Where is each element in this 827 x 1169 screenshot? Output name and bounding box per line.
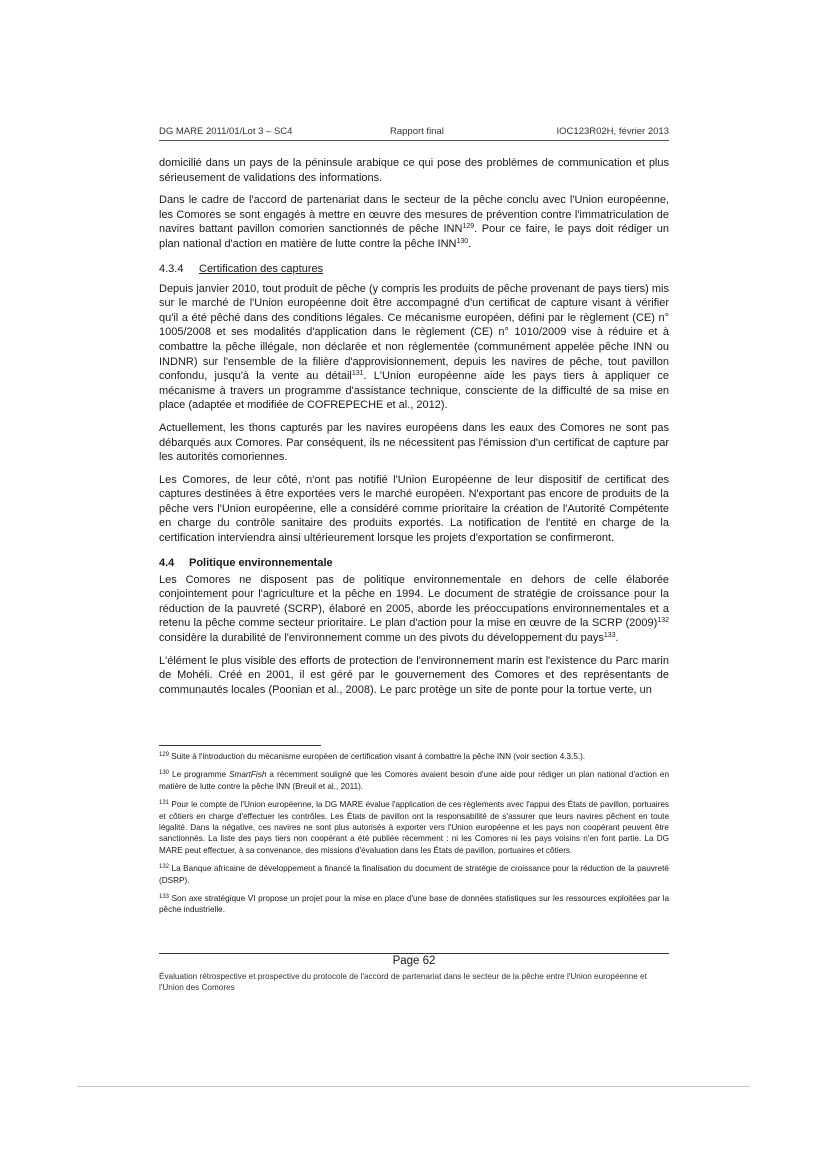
footnote-ref: 129	[462, 223, 475, 231]
paragraph: L'élément le plus visible des efforts de protection de l'environnement marin est l'existence du Parc marin de Mohéli. Créé en 2001, il est géré par le gouvernement des Comores et des représentants de communautés locales (Poonian et al., 2008). Le parc protège un site de ponte pour la tortue verte, un	[159, 654, 669, 696]
footnote: $^{132}$ La Banque africaine de développement a financé la finalisation du document de stratégie de croissance pour la réduction de la pauvreté (DSRP).	[159, 864, 669, 885]
page-bottom-divider	[77, 1086, 750, 1087]
footnote: $^{131}$ Pour le compte de l'Union européenne, la DG MARE évalue l'application de ces règlements avec l'appui des États de pavillon, portuaires et côtiers en charge d'effectuer les contrôles. Les États de pavillon ont la responsabilité de s'assurer que leurs navires pêchent en toute légalité. Dans la négative, ces navires ne sont plus autorisés à exporter vers l'Union européenne et les pays non coopérant peuvent être sanctionnés. La liste des pays tiers non coopérant a été publiée récemment : ni les Comores ni les pays voisins n'en font partie. La DG MARE peut effectuer, à sa convenance, des missions d'évaluation dans les États de pavillon, portuaires et côtiers.	[159, 800, 669, 855]
page-header	[159, 126, 669, 141]
header-reference: DG MARE 2011/01/Lot 3 – SC4	[159, 126, 293, 137]
footnote-ref: 132	[657, 617, 669, 625]
footer-separator	[159, 953, 669, 954]
paragraph: domicilié dans un pays de la péninsule arabique ce qui pose des problèmes de communication et plus sérieusement de validations des informations.	[159, 157, 669, 184]
section-title: Politique environnementale	[189, 556, 333, 569]
section-heading-4-3-4	[159, 262, 669, 276]
footnote: $^{129}$ Suite à l'introduction du mécanisme européen de certification visant à combattre la pêche INN (voir section 4.3.5.).	[159, 752, 586, 761]
header-report-type: Rapport final	[390, 126, 444, 137]
header-code-date: IOC123R02H, février 2013	[556, 126, 669, 137]
section-heading-4-4	[159, 556, 669, 570]
section-number: 4.3.4	[159, 262, 184, 275]
paragraph: Depuis janvier 2010, tout produit de pêche (y compris les produits de pêche provenant de pays tiers) mis sur le marché de l'Union européenne doit être accompagné d'un certificat de capture visant à vérifier qu'il a été pêché dans des conditions légales. Ce mécanisme européen, défini par le règlement (CE) n° 1005/2008 et ses modalités d'application dans le règlement (CE) n° 1010/2009 vise à réduire et à combattre la pêche illégale, non déclarée et non réglementée (communément appelée pêche INN ou INDNR) sur l'ensemble de la filière d'approvisionnement, depuis les navires de pêche, tout pavillon confondu, jusqu'à la vente au détail$^{131}$. L'Union européenne aide les pays tiers à appliquer ce mécanisme à travers un programme d'assistance technique, consciente de la difficulté de sa mise en place (adaptée et modifiée de COFREPECHE et al., 2012).	[159, 282, 669, 412]
paragraph: Dans le cadre de l'accord de partenariat dans le secteur de la pêche conclu avec l'Union européenne, les Comores se sont engagés à mettre en œuvre des mesures de prévention contre l'immatriculation de navires battant pavillon comorien sanctionnés de pêche INN$^{129}$. Pour ce faire, le pays doit rédiger un plan national d'action en matière de lutte contre la pêche INN$^{130}$.	[159, 194, 669, 250]
body-text	[159, 156, 669, 705]
footnote-ref: 130	[456, 237, 469, 245]
paragraph: Actuellement, les thons capturés par les navires européens dans les eaux des Comores ne sont pas débarqués aux Comores. Par conséquent, ils ne nécessitent pas l'émission d'un certificat de capture par les autorités comoriennes.	[159, 421, 669, 464]
paragraph: Les Comores, de leur côté, n'ont pas notifié l'Union Européenne de leur dispositif de certificat des captures destinées à être exportées vers le marché européen. N'exportant pas encore de produits de la pêche vers l'Union européenne, elle a considéré comme prioritaire la création de l'Autorité Compétente en charge du contrôle sanitaire des produits exportés. La notification de l'entité en charge de la certification interviendra ainsi ultérieurement lorsque les projets d'exportation se confirmeront.	[159, 473, 669, 545]
footnote-separator	[159, 745, 321, 746]
footnote-ref: 133	[603, 632, 616, 640]
page-number: Page 62	[392, 955, 436, 967]
footer-title: Évaluation rétrospective et prospective du protocole de l'accord de partenariat dans le secteur de la pêche entre l'Union européenne et l'Union des Comores	[159, 972, 647, 992]
footnotes	[159, 751, 669, 923]
footnote: $^{133}$ Son axe stratégique VI propose un projet pour la mise en place d'une base de données statistiques sur les ressources exploitées par la pêche industrielle.	[159, 894, 669, 915]
footnote-ref: 131	[351, 370, 364, 378]
section-title: Certification des captures	[199, 262, 324, 275]
section-number: 4.4	[159, 556, 175, 569]
paragraph: Les Comores ne disposent pas de politique environnementale en dehors de celle élaborée conjointement pour l'agriculture et la pêche en 1994. Le document de stratégie de croissance pour la réduction de la pauvreté (SCRP), élaboré en 2005, aborde les préoccupations environnementales et a retenu la pêche comme secteur prioritaire. Le plan d'action pour la mise en œuvre de la SCRP $(2009)^{132}$ considère la durabilité de l'environnement comme un des pivots du développement du pays$^{133}$.	[159, 573, 669, 645]
footnote: $^{130}$ Le programme SmartFish a récemment souligné que les Comores avaient besoin d'une aide pour rédiger un plan national d'action en matière de lutte contre la pêche INN (Breuil et al., 2011).	[159, 770, 670, 791]
